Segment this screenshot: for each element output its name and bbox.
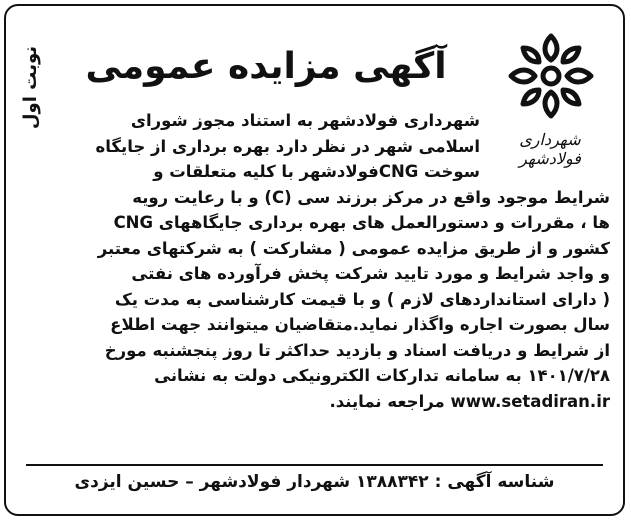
body-line: ۱۴۰۱/۷/۲۸ به سامانه تدارکات الکترونیکی دولت به نشانی — [154, 366, 610, 385]
body-line: شهرداری فولادشهر به استناد مجوز شورای — [130, 111, 480, 130]
closing-text: مراجعه نمایند. — [329, 391, 451, 411]
ad-footer: شناسه آگهی : ۱۳۸۸۳۴۲ شهردار فولادشهر – حسین ایزدی — [74, 472, 555, 492]
footer-divider — [26, 464, 603, 466]
ad-body — [50, 108, 610, 414]
logo-caption: شهرداری فولادشهر — [519, 130, 581, 168]
ad-frame — [4, 4, 625, 516]
body-line: شرایط موجود واقع در مرکز برزند سی (C) و با رعایت رویه — [132, 187, 610, 207]
body-line: ها ، مقررات و دستورالعمل های بهره برداری جایگاههای CNG — [113, 213, 610, 232]
side-strip — [16, 46, 44, 466]
body-line: اسلامی شهر در نظر دارد بهره برداری از جایگاه — [95, 136, 480, 156]
body-line: سوخت CNGفولادشهر با کلیه متعلقات و — [153, 162, 480, 181]
body-line: و واجد شرایط و مورد تایید شرکت پخش فرآورده های نفتی — [131, 264, 610, 283]
body-line-closing — [50, 389, 610, 415]
publication-round-label: نوبت اول — [19, 46, 41, 130]
body-line: ( دارای استانداردهای لازم ) و با قیمت کارشناسی به مدت یک — [114, 289, 610, 309]
body-line: از شرایط و دریافت اسناد و بازدید حداکثر تا روز پنجشنبه مورخ — [104, 340, 610, 360]
website-link[interactable]: www.setadiran.ir — [450, 391, 610, 411]
body-line: سال بصورت اجاره واگذار نماید.متقاضیان میتوانند جهت اطلاع — [110, 315, 610, 334]
ad-title: آگهی مزایده عمومی — [85, 46, 447, 87]
body-line: کشور و از طریق مزایده عمومی ( مشارکت ) به شرکتهای معتبر — [97, 238, 610, 258]
